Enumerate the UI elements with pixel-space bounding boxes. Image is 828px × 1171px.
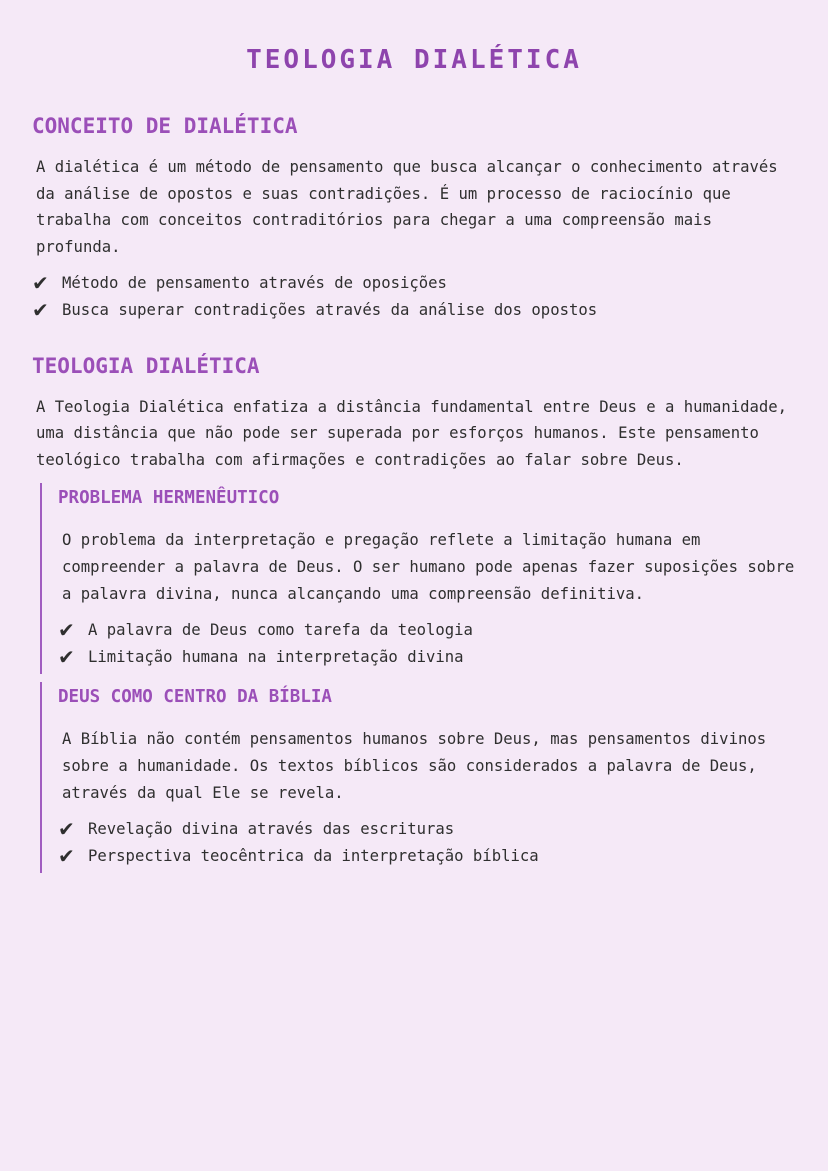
check-icon: ✔: [58, 817, 75, 842]
list-item: [58, 617, 796, 644]
list-item-text: Método de pensamento através de oposições: [62, 274, 447, 293]
list-item: [58, 644, 796, 671]
checklist: [32, 270, 796, 323]
list-item-text: A palavra de Deus como tarefa da teologia: [88, 621, 473, 640]
check-icon: ✔: [58, 843, 75, 868]
check-icon: ✔: [32, 297, 49, 322]
subsection-deus-centro-biblia: [40, 682, 796, 873]
list-item: [58, 843, 796, 870]
list-item: [58, 816, 796, 843]
section-title: CONCEITO DE DIALÉTICA: [32, 114, 298, 138]
section-teologia-dialetica: [32, 352, 796, 874]
list-item-text: Revelação divina através das escrituras: [88, 820, 455, 839]
subsection-title: DEUS COMO CENTRO DA BÍBLIA: [58, 687, 332, 708]
checklist: [58, 617, 796, 670]
list-item: [32, 270, 796, 297]
section-paragraph: A Teologia Dialética enfatiza a distância fundamental entre Deus e a humanidade, uma distância que não pode ser superada por esforços humanos. Este pensamento teológico trabalha com afirmações e contradições ao falar sobre Deus.: [36, 397, 788, 469]
section-paragraph: A dialética é um método de pensamento que busca alcançar o conhecimento através da análise de opostos e suas contradições. É um processo de raciocínio que trabalha com conceitos contraditórios para chegar a uma compreensão mais profunda.: [36, 158, 778, 256]
subsection-paragraph: O problema da interpretação e pregação reflete a limitação humana em compreender a palavra de Deus. O ser humano pode apenas fazer suposições sobre a palavra divina, nunca alcançando uma compreensão definitiva.: [62, 531, 795, 603]
check-icon: ✔: [58, 618, 75, 643]
list-item-text: Limitação humana na interpretação divina: [88, 647, 464, 666]
check-icon: ✔: [58, 644, 75, 669]
subsection-problema-hermeneutico: [40, 483, 796, 674]
subsection-paragraph: A Bíblia não contém pensamentos humanos sobre Deus, mas pensamentos divinos sobre a humanidade. Os textos bíblicos são considerados a palavra de Deus, através da qual Ele se revela.: [62, 730, 767, 802]
list-item-text: Perspectiva teocêntrica da interpretação bíblica: [88, 846, 539, 865]
checklist: [58, 816, 796, 869]
section-conceito-dialetica: [32, 112, 796, 324]
section-title: TEOLOGIA DIALÉTICA: [32, 353, 260, 378]
check-icon: ✔: [32, 271, 49, 296]
list-item: [32, 297, 796, 324]
document-title: TEOLOGIA DIALÉTICA: [246, 45, 582, 75]
subsection-title: PROBLEMA HERMENÊUTICO: [58, 488, 280, 509]
list-item-text: Busca superar contradições através da análise dos opostos: [62, 300, 598, 319]
